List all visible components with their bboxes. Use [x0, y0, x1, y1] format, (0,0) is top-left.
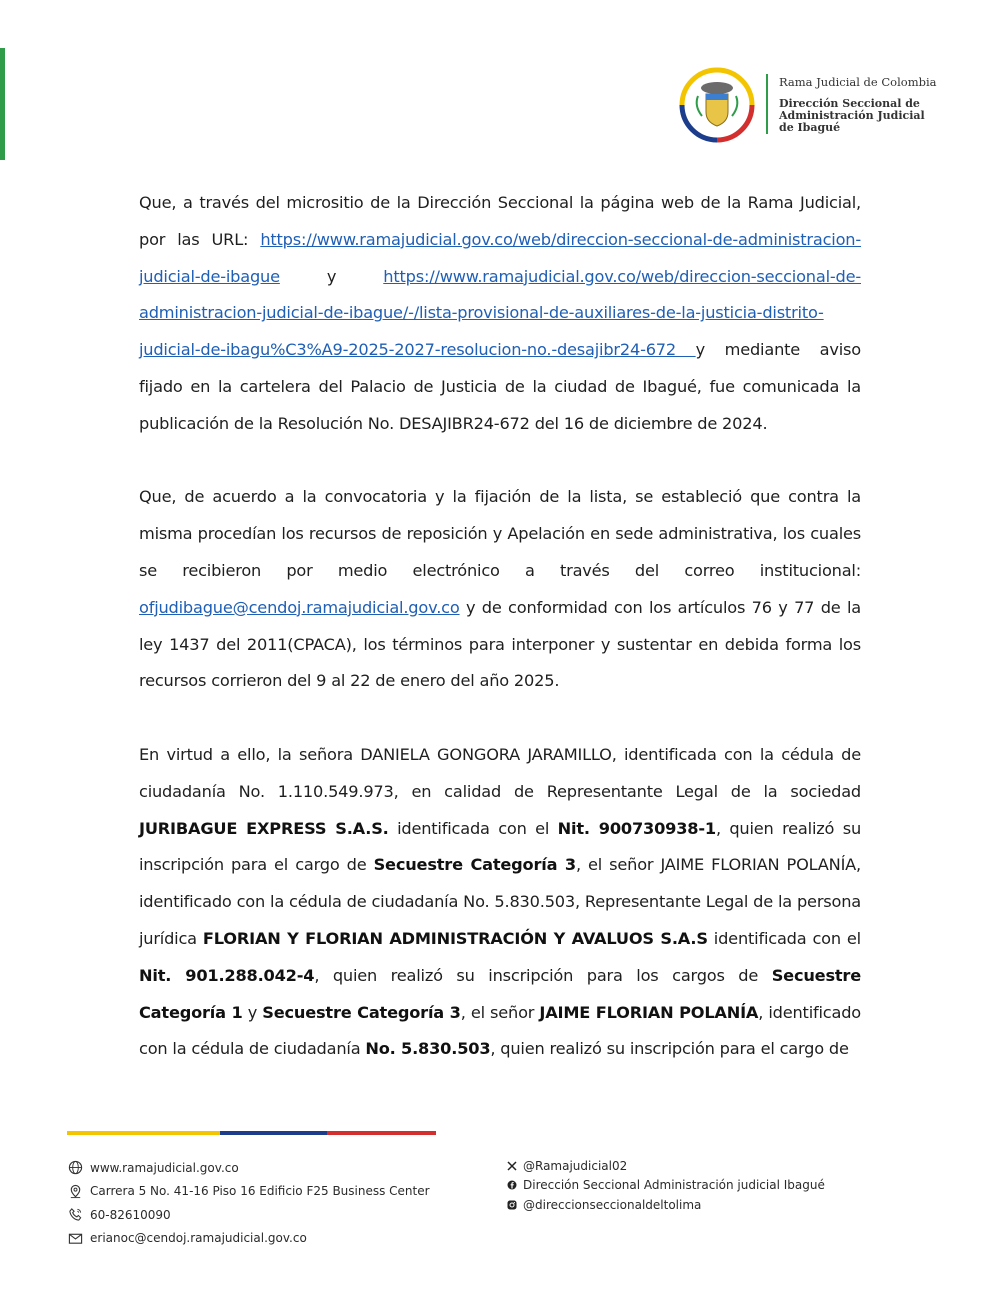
footer-address-row — [67, 1180, 430, 1204]
p3-bold-6: Secuestre Categoría 1 — [139, 965, 861, 1022]
p3-text-4: , el señor JAIME FLORIAN POLANÍA, identificado con la cédula de ciudadanía No. 5.830.503, Representante Legal de la persona jurídica — [139, 855, 861, 948]
footer-website-row — [67, 1156, 430, 1180]
footer-facebook-row — [507, 1176, 825, 1196]
footer-twitter[interactable]: @Ramajudicial02 — [523, 1158, 628, 1173]
phone-icon — [67, 1207, 83, 1223]
org-name: Rama Judicial de Colombia — [779, 75, 937, 89]
footer-social — [507, 1156, 825, 1215]
left-accent-bar — [0, 48, 5, 160]
p1-text-3: y mediante aviso fijado en la cartelera del Palacio de Justicia de la ciudad de Ibagué, fue comunicada la publicación de la Resolución No. DESAJIBR24-672 del 16 de diciembre de 2024. — [139, 340, 861, 433]
footer-email-row — [67, 1227, 430, 1251]
p3-text-7: y — [242, 1002, 263, 1022]
p2-text-1: Que, de acuerdo a la convocatoria y la fijación de la lista, se estableció que contra la misma procedían los recursos de reposición y Apelación en sede administrativa, los cuales se recibieron por medio electrónico a través del correo institucional: — [139, 487, 861, 580]
p3-bold-1: JURIBAGUE EXPRESS S.A.S. — [139, 818, 389, 838]
org-subunit-line1: Dirección Seccional de — [779, 97, 920, 110]
p3-text-9: , identificado con la cédula de ciudadanía — [139, 1002, 861, 1059]
paragraph-2 — [139, 479, 861, 700]
coat-of-arms-logo — [678, 66, 756, 144]
envelope-icon — [67, 1230, 83, 1246]
p3-bold-2: Nit. 900730938-1 — [557, 818, 716, 838]
org-subunit-line2: Administración Judicial — [779, 109, 925, 122]
p3-text-2: identificada con el — [388, 818, 558, 838]
footer-instagram[interactable]: @direccionseccionaldeltolima — [523, 1197, 702, 1212]
p3-text-10: , quien realizó su inscripción para el cargo de — [490, 1039, 849, 1059]
p3-bold-8: JAIME FLORIAN POLANÍA — [539, 1002, 759, 1022]
footer-website[interactable]: www.ramajudicial.gov.co — [90, 1160, 239, 1175]
globe-icon — [67, 1160, 83, 1176]
location-pin-icon — [67, 1183, 83, 1199]
footer-contact — [67, 1156, 430, 1250]
x-twitter-icon — [507, 1161, 517, 1171]
header-divider — [766, 74, 768, 134]
p3-text-8: , el señor — [460, 1002, 540, 1022]
stripe-yellow — [67, 1131, 220, 1135]
p2-text-2: y de conformidad con los artículos 76 y 77 de la ley 1437 del 2011(CPACA), los términos para interponer y sustentar en debida forma los recursos corrieron del 9 al 22 de enero del año 2025. — [139, 597, 861, 691]
p1-text-2: y — [279, 266, 384, 286]
lista-provisional-link[interactable]: https://www.ramajudicial.gov.co/web/direccion-seccional-de-administracion-judicial-de-ibague/-/lista-provisional-de-auxiliares-de-la-justicia-distrito-judicial-de-ibagu%C3%A9-2025-2027-resolucion-no.-desajibr24-672 — [139, 266, 861, 360]
instagram-icon — [507, 1200, 517, 1210]
footer-phone-row — [67, 1203, 430, 1227]
paragraph-1 — [139, 185, 861, 443]
p3-text-3: , quien realizó su inscripción para el cargo de — [139, 818, 862, 875]
footer-twitter-row — [507, 1156, 825, 1176]
p3-bold-9: No. 5.830.503 — [365, 1039, 491, 1059]
institutional-email-link[interactable]: ofjudibague@cendoj.ramajudicial.gov.co — [139, 597, 460, 617]
footer-instagram-row — [507, 1195, 825, 1215]
footer-email[interactable]: erianoc@cendoj.ramajudicial.gov.co — [90, 1231, 307, 1246]
footer-address: Carrera 5 No. 41-16 Piso 16 Edificio F25 Business Center — [90, 1184, 430, 1199]
stripe-blue — [220, 1131, 327, 1135]
p3-text-6: , quien realizó su inscripción para los cargos de — [314, 965, 772, 985]
stripe-red — [327, 1131, 436, 1135]
p3-bold-4: FLORIAN Y FLORIAN ADMINISTRACIÓN Y AVALUOS S.A.S — [202, 928, 708, 948]
p3-text-1: En virtud a ello, la señora DANIELA GONGORA JARAMILLO, identificada con la cédula de ciudadanía No. 1.110.549.973, en calidad de Representante Legal de la sociedad — [139, 744, 861, 801]
footer-flag-stripe — [67, 1131, 436, 1135]
p3-bold-7: Secuestre Categoría 3 — [262, 1002, 461, 1022]
org-subunit-line3: de Ibagué — [779, 121, 841, 134]
footer-phone: 60-82610090 — [90, 1207, 171, 1222]
p3-text-5: identificada con el — [707, 928, 861, 948]
paragraph-3 — [139, 737, 861, 1068]
p3-bold-5: Nit. 901.288.042-4 — [139, 965, 315, 985]
facebook-icon — [507, 1180, 517, 1190]
footer-facebook[interactable]: Dirección Seccional Administración judicial Ibagué — [523, 1178, 825, 1193]
p3-bold-3: Secuestre Categoría 3 — [373, 855, 576, 875]
document-body — [139, 185, 861, 1105]
header-org-text — [779, 75, 937, 134]
p1-text-1: Que, a través del micrositio de la Dirección Seccional la página web de la Rama Judicial, por las URL: — [139, 193, 861, 249]
micrositio-link[interactable]: https://www.ramajudicial.gov.co/web/direccion-seccional-de-administracion-judicial-de-ibague — [139, 229, 861, 286]
